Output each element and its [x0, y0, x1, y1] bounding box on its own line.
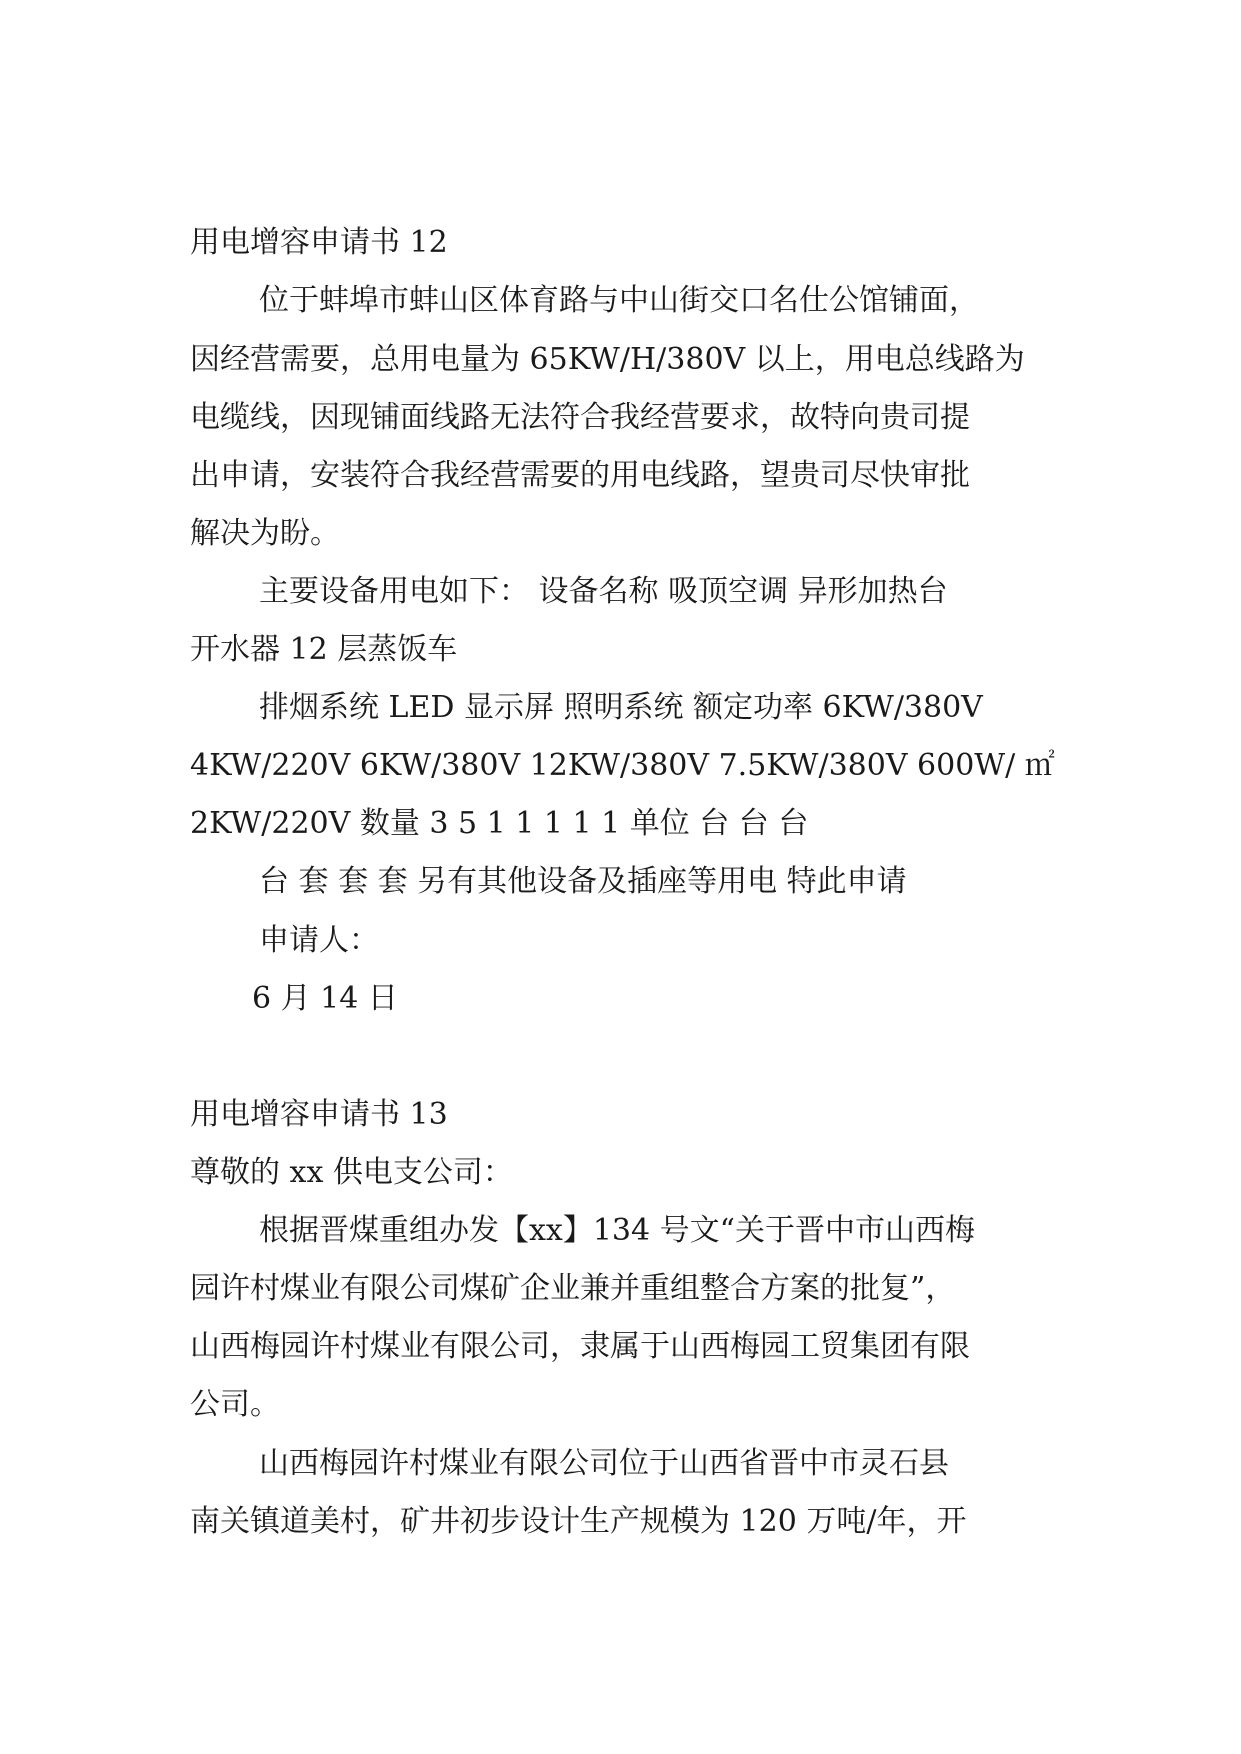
section-13-para1-line2: 园许村煤业有限公司煤矿企业兼并重组整合方案的批复”，	[190, 1271, 956, 1306]
section-13-para1-line3: 山西梅园许村煤业有限公司，隶属于山西梅园工贸集团有限	[190, 1329, 970, 1364]
section-13-para2-line2: 南关镇道美村，矿井初步设计生产规模为 120 万吨/年，开	[190, 1504, 967, 1539]
section-12-para1-line4: 出申请，安装符合我经营需要的用电线路，望贵司尽快审批	[190, 458, 970, 493]
section-13-para1-line1: 根据晋煤重组办发【xx】134 号文“关于晋中市山西梅	[259, 1213, 975, 1248]
section-12-para3-line2: 4KW/220V 6KW/380V 12KW/380V 7.5KW/380V 600W/ ㎡	[190, 748, 1055, 783]
section-12-para2-line2: 开水器 12 层蒸饭车	[190, 632, 458, 667]
section-12-para4-line1: 台 套 套 套 另有其他设备及插座等用电 特此申请	[259, 864, 907, 899]
section-13-para2-line1: 山西梅园许村煤业有限公司位于山西省晋中市灵石县	[259, 1446, 949, 1481]
section-13-para1-line4: 公司。	[190, 1387, 280, 1422]
section-13-title: 用电增容申请书 13	[190, 1097, 448, 1132]
section-12-title: 用电增容申请书 12	[190, 225, 448, 260]
section-12-para2-line1: 主要设备用电如下： 设备名称 吸顶空调 异形加热台	[259, 574, 948, 609]
section-12-para1-line3: 电缆线，因现铺面线路无法符合我经营要求，故特向贵司提	[190, 400, 970, 435]
section-13-salutation: 尊敬的 xx 供电支公司：	[190, 1155, 513, 1190]
section-12-para3-line3: 2KW/220V 数量 3 5 1 1 1 1 1 单位 台 台 台	[190, 806, 809, 841]
application-date: 6 月 14 日	[252, 981, 398, 1016]
section-12-para1-line2: 因经营需要，总用电量为 65KW/H/380V 以上，用电总线路为	[190, 342, 1025, 377]
section-12-para3-line1: 排烟系统 LED 显示屏 照明系统 额定功率 6KW/380V	[259, 690, 983, 725]
section-12-para1-line5: 解决为盼。	[190, 516, 340, 551]
section-12-para1-line1: 位于蚌埠市蚌山区体育路与中山街交口名仕公馆铺面，	[259, 283, 979, 318]
applicant-label: 申请人：	[259, 923, 379, 958]
